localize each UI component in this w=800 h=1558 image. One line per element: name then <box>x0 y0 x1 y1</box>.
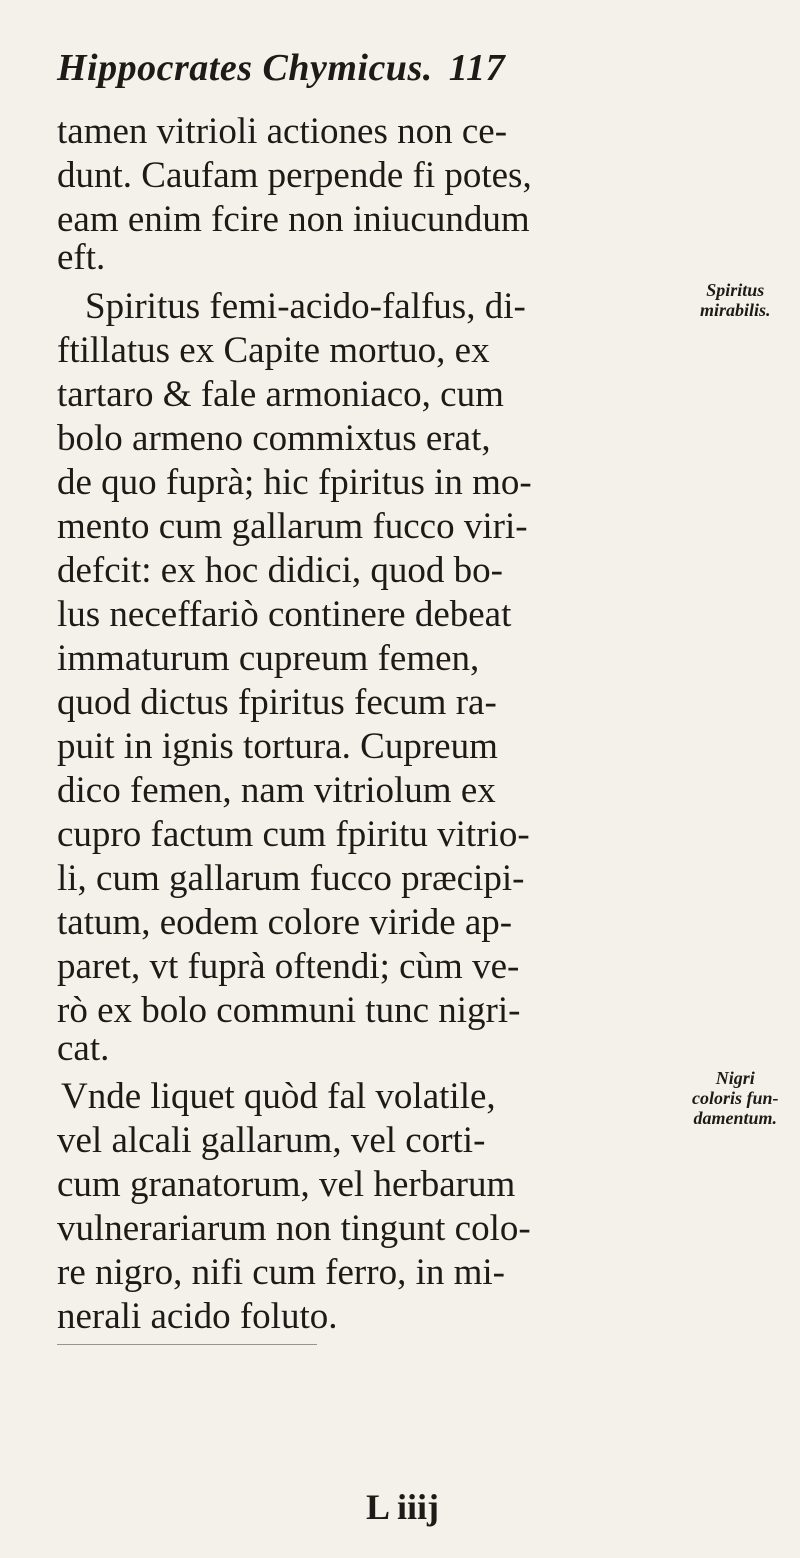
text-line: tartaro & fale armoniaco, cum <box>57 374 504 415</box>
text-line: mento cum gallarum fucco viri- <box>57 506 528 547</box>
margin-note-line: mirabilis. <box>700 300 771 320</box>
text-line: li, cum gallarum fucco præcipi- <box>57 858 525 899</box>
margin-note-line: Nigri <box>715 1068 755 1088</box>
text-line: immaturum cupreum femen, <box>57 638 480 679</box>
text-line: tatum, eodem colore viride ap- <box>57 902 513 943</box>
running-header <box>57 46 627 90</box>
text-line: dico femen, nam vitriolum ex <box>57 770 496 811</box>
margin-note-spiritus <box>700 280 771 320</box>
text-line: lus neceffariò continere debeat <box>57 594 512 635</box>
text-line: Spiritus femi-acido-falfus, di- <box>85 286 526 327</box>
text-line: puit in ignis tortura. Cupreum <box>57 726 498 767</box>
text-line: dunt. Caufam perpende fi potes, <box>57 155 532 196</box>
margin-note-line: Spiritus <box>706 280 765 300</box>
margin-note-line: damentum. <box>693 1108 778 1128</box>
margin-note-nigri <box>692 1068 779 1128</box>
text-line: quod dictus fpiritus fecum ra- <box>57 682 497 723</box>
text-line: cum granatorum, vel herbarum <box>57 1164 516 1205</box>
signature-mark: L iiij <box>366 1487 440 1527</box>
text-line: nerali acido foluto. <box>57 1296 338 1337</box>
text-line: eft. <box>57 237 106 278</box>
text-line: de quo fuprà; hic fpiritus in mo- <box>57 462 532 503</box>
page-number: 117 <box>448 47 506 89</box>
text-line: vel alcali gallarum, vel corti- <box>57 1120 486 1161</box>
text-line: vulnerariarum non tingunt colo- <box>57 1208 531 1249</box>
text-line: re nigro, nifi cum ferro, in mi- <box>57 1252 505 1293</box>
text-line: rò ex bolo communi tunc nigri- <box>57 990 521 1031</box>
footer-rule <box>57 1344 317 1345</box>
text-line: eam enim fcire non iniucundum <box>57 199 530 240</box>
text-line: paret, vt fuprà oftendi; cùm ve- <box>57 946 520 987</box>
text-line: defcit: ex hoc didici, quod bo- <box>57 550 503 591</box>
text-line: ftillatus ex Capite mortuo, ex <box>57 330 490 371</box>
text-line: cat. <box>57 1028 110 1069</box>
text-line: Vnde liquet quòd fal volatile, <box>61 1076 496 1117</box>
text-line: tamen vitrioli actiones non ce- <box>57 111 508 152</box>
margin-note-line: coloris fun- <box>692 1088 779 1108</box>
running-title: Hippocrates Chymicus. <box>57 47 433 89</box>
text-line: bolo armeno commixtus erat, <box>57 418 491 459</box>
text-line: cupro factum cum fpiritu vitrio- <box>57 814 530 855</box>
